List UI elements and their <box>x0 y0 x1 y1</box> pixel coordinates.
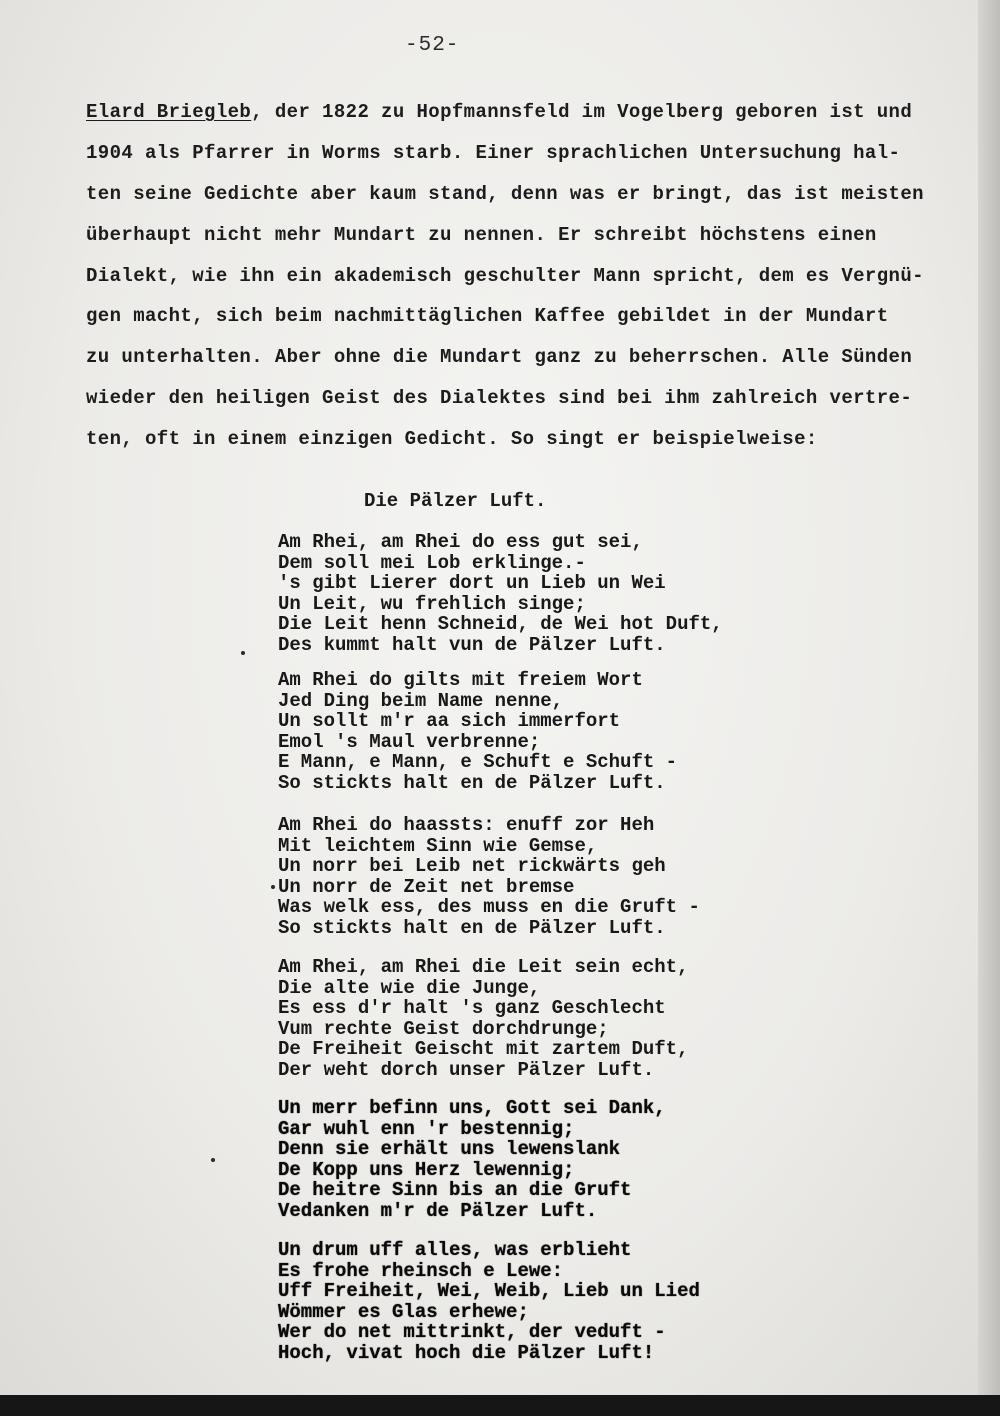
poem-stanza-1 <box>278 532 878 655</box>
verse-line: Un merr befinn uns, Gott sei Dank, <box>278 1097 666 1119</box>
prose-line: ten, oft in einem einzigen Gedicht. So singt er beispielweise: <box>86 428 818 451</box>
ink-speck <box>241 651 245 655</box>
poem-stanza-6 <box>278 1240 878 1363</box>
prose-line: Dialekt, wie ihn ein akademisch geschulter Mann spricht, dem es Vergnü- <box>86 264 924 287</box>
verse-line: De Freiheit Geischt mit zartem Duft, <box>278 1038 689 1060</box>
verse-line: 's gibt Lierer dort un Lieb un Wei <box>278 572 666 594</box>
prose-line: überhaupt nicht mehr Mundart zu nennen. Er schreibt höchstens einen <box>86 223 877 246</box>
verse-line: E Mann, e Mann, e Schuft e Schuft - <box>278 751 678 773</box>
prose-line: zu unterhalten. Aber ohne die Mundart ganz zu beherrschen. Alle Sünden <box>86 346 913 369</box>
prose-line <box>86 92 966 133</box>
verse-line: Hoch, vivat hoch die Pälzer Luft! <box>278 1341 655 1364</box>
verse-line: Vedanken m'r de Pälzer Luft. <box>278 1199 598 1222</box>
prose-line: 1904 als Pfarrer in Worms starb. Einer sprachlichen Untersuchung hal- <box>86 141 901 164</box>
verse-line: Emol 's Maul verbrenne; <box>278 730 541 753</box>
verse-line: Am Rhei, am Rhei do ess gut sei, <box>278 531 643 553</box>
verse-line: Am Rhei, am Rhei die Leit sein echt, <box>278 956 689 978</box>
prose-paragraph <box>86 92 966 460</box>
verse-line: Die Leit henn Schneid, de Wei hot Duft, <box>278 613 723 635</box>
verse-line: De Kopp uns Herz lewennig; <box>278 1158 575 1181</box>
verse-line: Denn sie erhält uns lewenslank <box>278 1138 621 1160</box>
verse-line: Wömmer es Glas erhewe; <box>278 1300 529 1323</box>
prose-line-rest: , der 1822 zu Hopfmannsfeld im Vogelberg geboren ist und <box>251 101 913 123</box>
verse-line: Uff Freiheit, Wei, Weib, Lieb un Lied <box>278 1280 700 1302</box>
verse-line: Un sollt m'r aa sich immerfort <box>278 710 621 732</box>
verse-line: Was welk ess, des muss en die Gruft - <box>278 896 700 918</box>
verse-line: Am Rhei do gilts mit freiem Wort <box>278 669 643 691</box>
scan-border <box>0 1395 1000 1416</box>
verse-line: Mit leichtem Sinn wie Gemse, <box>278 834 598 857</box>
ink-speck <box>211 1158 215 1162</box>
prose-line: ten seine Gedichte aber kaum stand, denn was er bringt, das ist meisten <box>86 182 924 205</box>
page-number: -52- <box>405 34 460 57</box>
prose-line: gen macht, sich beim nachmittäglichen Kaffee gebildet in der Mundart <box>86 305 889 328</box>
verse-line: Der weht dorch unser Pälzer Luft. <box>278 1058 655 1081</box>
verse-line: Jed Ding beim Name nenne, <box>278 689 564 712</box>
author-name: Elard Briegleb <box>86 101 252 123</box>
poem-stanza-4 <box>278 957 878 1080</box>
verse-line: De heitre Sinn bis an die Gruft <box>278 1179 632 1201</box>
verse-line: Die alte wie die Junge, <box>278 976 541 999</box>
verse-line: So stickts halt en de Pälzer Luft. <box>278 771 666 794</box>
verse-line: Wer do net mittrinkt, der veduft - <box>278 1321 666 1343</box>
poem-stanza-5 <box>278 1098 878 1221</box>
poem-stanza-3 <box>278 815 878 938</box>
verse-line: Un Leit, wu frehlich singe; <box>278 592 586 615</box>
verse-line: Dem soll mei Lob erklinge.- <box>278 551 586 574</box>
prose-line: wieder den heiligen Geist des Dialektes sind bei ihm zahlreich vertre- <box>86 387 913 410</box>
page-edge-shadow <box>978 0 1000 1395</box>
ink-speck <box>271 885 275 889</box>
verse-line: Gar wuhl enn 'r bestennig; <box>278 1117 575 1140</box>
verse-line: So stickts halt en de Pälzer Luft. <box>278 916 666 939</box>
verse-line: Un norr bei Leib net rickwärts geh <box>278 855 666 877</box>
verse-line: Un norr de Zeit net bremse <box>278 875 575 898</box>
verse-line: Am Rhei do haassts: enuff zor Heh <box>278 814 655 836</box>
verse-line: Es frohe rheinsch e Lewe: <box>278 1259 564 1282</box>
verse-line: Des kummt halt vun de Pälzer Luft. <box>278 633 666 656</box>
verse-line: Un drum uff alles, was erblieht <box>278 1239 632 1261</box>
poem-stanza-2 <box>278 670 878 793</box>
verse-line: Es ess d'r halt 's ganz Geschlecht <box>278 997 666 1019</box>
verse-line: Vum rechte Geist dorchdrunge; <box>278 1017 609 1040</box>
poem-title: Die Pälzer Luft. <box>364 490 547 512</box>
